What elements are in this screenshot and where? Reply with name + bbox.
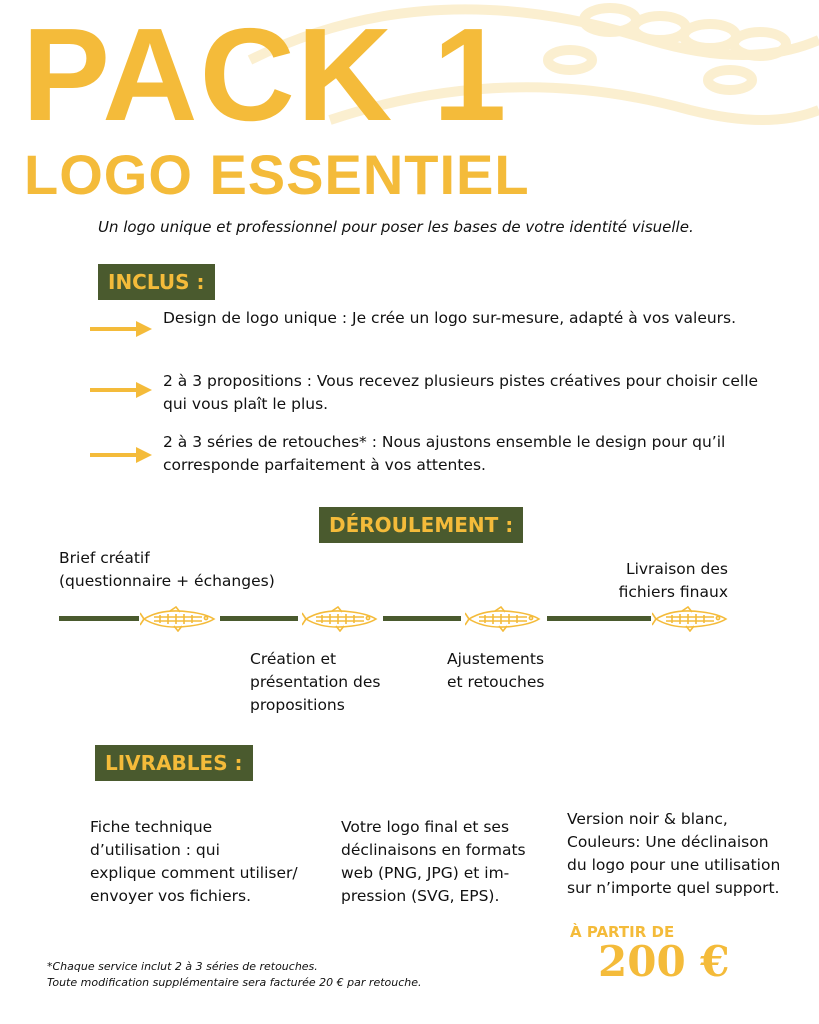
fish-icon	[302, 606, 382, 632]
inclus-item: Design de logo unique : Je crée un logo sur-mesure, adapté à vos valeurs.	[163, 309, 737, 327]
timeline-segment	[220, 616, 298, 621]
price-value: 200 €	[598, 937, 730, 986]
livrable-item: Version noir & blanc, Couleurs: Une déclinaison du logo pour une utilisation sur n’importe quel support.	[567, 810, 781, 897]
fish-icon	[140, 606, 220, 632]
livrables-label: LIVRABLES :	[95, 745, 253, 781]
step-creation: Création et présentation des propositions	[250, 650, 381, 714]
inclus-label: INCLUS :	[98, 264, 215, 300]
step-brief: Brief créatif (questionnaire + échanges)	[59, 549, 275, 590]
price-label: À PARTIR DE	[570, 923, 675, 941]
fish-icon	[465, 606, 545, 632]
tagline: Un logo unique et professionnel pour poser les bases de votre identité visuelle.	[98, 218, 694, 236]
deroulement-label: DÉROULEMENT :	[319, 507, 523, 543]
pack-title: PACK 1	[22, 1, 509, 148]
timeline-segment	[547, 616, 651, 621]
fish-icon	[652, 606, 732, 632]
step-livraison: Livraison des fichiers finaux	[618, 560, 728, 601]
timeline-segment	[383, 616, 461, 621]
footnote-line: *Chaque service inclut 2 à 3 séries de retouches.	[47, 960, 318, 973]
arrow-right-icon	[90, 381, 152, 399]
inclus-item: 2 à 3 propositions : Vous recevez plusieurs pistes créatives pour choisir celle qui vous plaît le plus.	[163, 372, 759, 413]
footnote-line: Toute modification supplémentaire sera facturée 20 € par retouche.	[47, 976, 422, 989]
arrow-right-icon	[90, 446, 152, 464]
livrable-item: Votre logo final et ses déclinaisons en formats web (PNG, JPG) et im- pression (SVG, EPS).	[341, 818, 526, 905]
timeline-segment	[59, 616, 139, 621]
pack-subtitle: LOGO ESSENTIEL	[24, 143, 530, 206]
step-ajustements: Ajustements et retouches	[447, 650, 545, 691]
livrable-item: Fiche technique d’utilisation : qui explique comment utiliser/ envoyer vos fichiers.	[90, 818, 298, 905]
inclus-item: 2 à 3 séries de retouches* : Nous ajustons ensemble le design pour qu’il corresponde parfaitement à vos attentes.	[163, 433, 726, 474]
arrow-right-icon	[90, 320, 152, 338]
